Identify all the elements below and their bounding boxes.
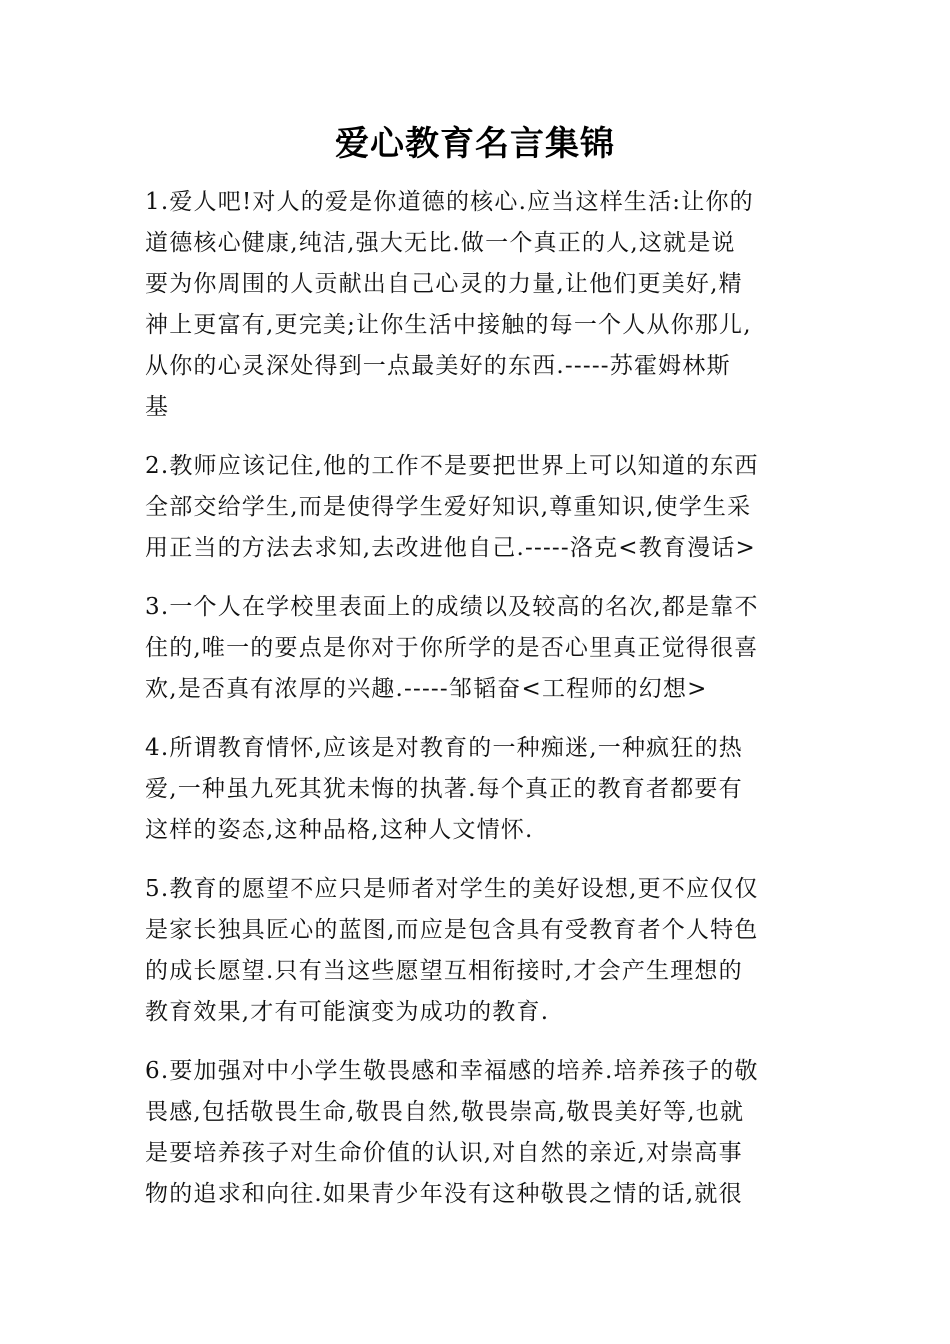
document-body bbox=[145, 182, 810, 1233]
quote-paragraph-3: 3.一个人在学校里表面上的成绩以及较高的名次,都是靠不 住的,唯一的要点是你对于你所学的是否心里真正觉得很喜 欢,是否真有浓厚的兴趣.-----邹韬奋<工程师的幻想> bbox=[145, 594, 759, 702]
document-title: 爱心教育名言集锦 bbox=[335, 124, 615, 164]
quote-paragraph-4: 4.所谓教育情怀,应该是对教育的一种痴迷,一种疯狂的热 爱,一种虽九死其犹未悔的执著.每个真正的教育者都要有 这样的姿态,这种品格,这种人文情怀. bbox=[145, 735, 743, 843]
quote-paragraph-6: 6.要加强对中小学生敬畏感和幸福感的培养.培养孩子的敬 畏感,包括敬畏生命,敬畏自然,敬畏崇高,敬畏美好等,也就 是要培养孩子对生命价值的认识,对自然的亲近,对崇高事 物的追求和向往.如果青少年没有这种敬畏之情的话,就很 bbox=[145, 1058, 759, 1207]
quote-paragraph-5: 5.教育的愿望不应只是师者对学生的美好设想,更不应仅仅 是家长独具匠心的蓝图,而应是包含具有受教育者个人特色 的成长愿望.只有当这些愿望互相衔接时,才会产生理想的 教育效果,才有可能演变为成功的教育. bbox=[145, 876, 759, 1025]
quote-paragraph-1: 1.爱人吧!对人的爱是你道德的核心.应当这样生活:让你的 道德核心健康,纯洁,强大无比.做一个真正的人,这就是说 要为你周围的人贡献出自己心灵的力量,让他们更美好,精 神上更富有,更完美;让你生活中接触的每一个人从你那儿, 从你的心灵深处得到一点最美好的东西.-----苏霍姆林斯 基 bbox=[145, 189, 754, 420]
quote-paragraph-2: 2.教师应该记住,他的工作不是要把世界上可以知道的东西 全部交给学生,而是使得学生爱好知识,尊重知识,使学生采 用正当的方法去求知,去改进他自己.-----洛克<教育漫话> bbox=[145, 453, 759, 561]
